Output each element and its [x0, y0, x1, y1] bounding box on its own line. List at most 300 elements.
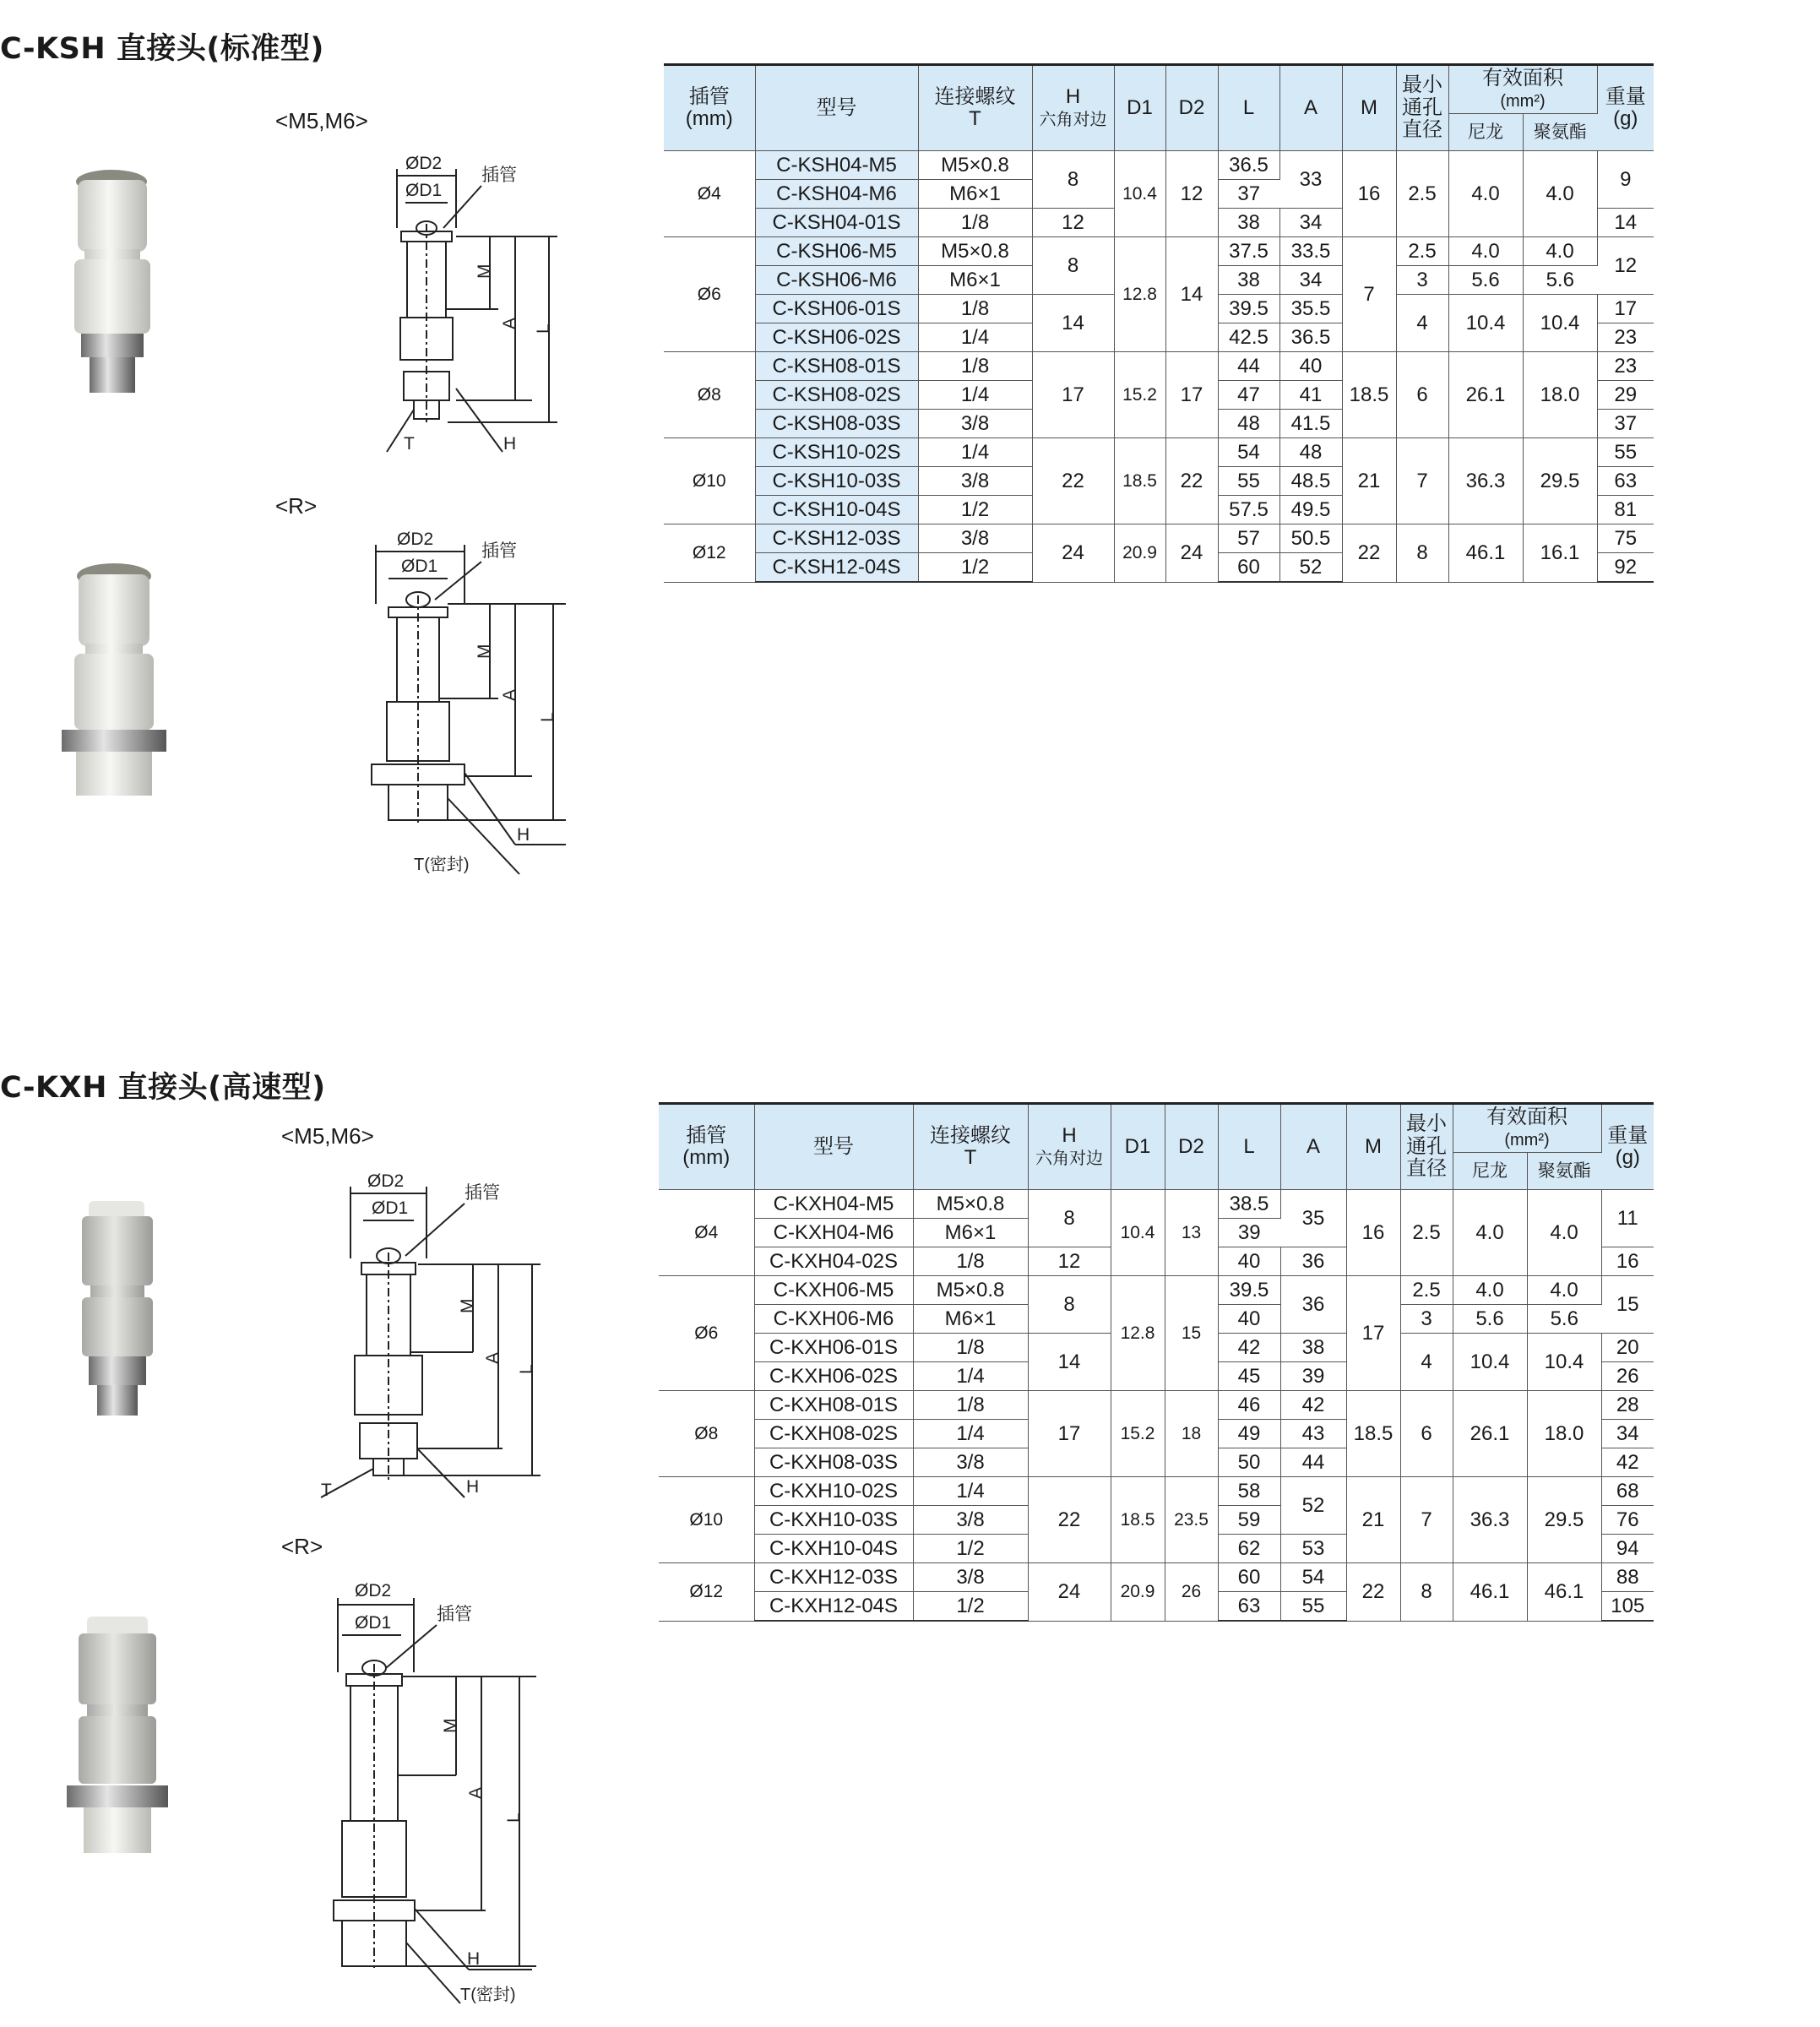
table-cell: 58: [1218, 1477, 1280, 1506]
table-cell: 2.5: [1396, 151, 1448, 237]
table-cell: 12: [1165, 151, 1218, 237]
table-cell: 55: [1597, 438, 1654, 467]
product-photo-ksh-r: [57, 557, 171, 802]
table-cell: 10.4: [1453, 1334, 1527, 1391]
table-cell: 24: [1032, 524, 1114, 583]
table-cell: 2.5: [1400, 1190, 1453, 1276]
label-d2: ØD2: [397, 530, 434, 549]
table-cell: 16.1: [1523, 524, 1597, 583]
table-cell: 29.5: [1523, 438, 1597, 524]
table-cell: 18.5: [1342, 352, 1396, 438]
table-cell: 2.5: [1396, 237, 1448, 266]
table-cell: 52: [1279, 553, 1342, 583]
table-cell: 12.8: [1114, 237, 1165, 352]
table-cell: 3/8: [918, 467, 1032, 496]
table-cell: 17: [1028, 1391, 1111, 1477]
table-cell: 8: [1400, 1563, 1453, 1622]
label-m: M: [441, 1718, 460, 1733]
table-cell: 20: [1601, 1334, 1654, 1362]
label-l: L: [534, 323, 553, 334]
table-cell: 11: [1601, 1190, 1654, 1247]
table-cell: 15.2: [1114, 352, 1165, 438]
table-cell: 22: [1346, 1563, 1400, 1622]
table-row: C-KXH12-04S: [754, 1592, 913, 1622]
table-cell: 35.5: [1279, 295, 1342, 323]
table-cell: 57.5: [1218, 496, 1279, 524]
label-t: T: [404, 434, 415, 454]
table-cell: 3: [1396, 266, 1448, 295]
label-a: A: [483, 1351, 503, 1364]
table-cell: 17: [1346, 1276, 1400, 1391]
col-model: 型号: [755, 65, 918, 151]
table-cell: 18.0: [1523, 352, 1597, 438]
table-cell: 36.3: [1453, 1477, 1527, 1563]
table-cell: 42: [1280, 1391, 1346, 1420]
table-cell: 48.5: [1279, 467, 1342, 496]
table-cell: 22: [1028, 1477, 1111, 1563]
table-row: C-KSH10-03S: [755, 467, 918, 496]
table-cell: M6×1: [918, 180, 1032, 209]
table-cell: 38.5: [1218, 1190, 1280, 1219]
table-cell: 8: [1028, 1276, 1111, 1334]
table-row: C-KSH10-02S: [755, 438, 918, 467]
label-l: L: [504, 1812, 524, 1823]
table-cell: 48: [1218, 410, 1279, 438]
table-cell: M5×0.8: [918, 237, 1032, 266]
col-thread: 连接螺纹 T: [913, 1104, 1028, 1190]
table-cell: 37: [1218, 180, 1279, 209]
table-cell: 12.8: [1111, 1276, 1165, 1391]
table-cell: 13: [1165, 1190, 1218, 1276]
table-row: C-KXH06-02S: [754, 1362, 913, 1391]
table-row: C-KXH10-04S: [754, 1535, 913, 1563]
col-d2: D2: [1165, 65, 1218, 151]
table-cell: 39.5: [1218, 1276, 1280, 1305]
table-cell: 12: [1032, 209, 1114, 237]
table-cell: 29: [1597, 381, 1654, 410]
table-cell: 47: [1218, 381, 1279, 410]
col-model: 型号: [754, 1104, 913, 1190]
table-cell: 38: [1218, 209, 1279, 237]
table-cell: 4: [1396, 295, 1448, 352]
table-cell: 1/2: [913, 1535, 1028, 1563]
label-m: M: [458, 1298, 477, 1313]
table-cell: 41: [1279, 381, 1342, 410]
table-cell: 1/4: [913, 1362, 1028, 1391]
table-cell: 12: [1028, 1247, 1111, 1276]
table-cell: M6×1: [913, 1305, 1028, 1334]
col-a: A: [1280, 1104, 1346, 1190]
table-cell: 21: [1346, 1477, 1400, 1563]
table-cell: 4.0: [1453, 1276, 1527, 1305]
table-row: C-KSH12-04S: [755, 553, 918, 583]
table-row: C-KSH08-03S: [755, 410, 918, 438]
table-cell: 14: [1028, 1334, 1111, 1391]
table-cell: 46: [1218, 1391, 1280, 1420]
table-cell: 42: [1601, 1448, 1654, 1477]
table-row: C-KXH06-M6: [754, 1305, 913, 1334]
label-l: L: [517, 1364, 536, 1374]
table-cell: 40: [1218, 1247, 1280, 1276]
table-cell: 63: [1218, 1592, 1280, 1622]
table-row: C-KSH04-M6: [755, 180, 918, 209]
table-cell: 48: [1279, 438, 1342, 467]
product-photo-kxh-m5: [72, 1199, 165, 1419]
table-cell: 36: [1280, 1276, 1346, 1334]
label-l: L: [538, 712, 557, 722]
table-cell: 33.5: [1279, 237, 1342, 266]
table-cell: 23: [1597, 323, 1654, 352]
table-cell: 4.0: [1448, 237, 1523, 266]
table-cell: 76: [1601, 1506, 1654, 1535]
table-cell: 94: [1601, 1535, 1654, 1563]
table-row: C-KXH06-M5: [754, 1276, 913, 1305]
label-d1: ØD1: [355, 1613, 392, 1633]
table-cell: 1/8: [918, 352, 1032, 381]
table-cell: 46.1: [1453, 1563, 1527, 1622]
table-cell: 46.1: [1527, 1563, 1601, 1622]
table-cell: 14: [1165, 237, 1218, 352]
table-cell: 34: [1279, 266, 1342, 295]
table-cell: 9: [1597, 151, 1654, 209]
table-cell: 4.0: [1523, 151, 1597, 237]
table-cell: 15: [1601, 1276, 1654, 1334]
table-cell: 49.5: [1279, 496, 1342, 524]
table-cell: Ø4: [659, 1190, 754, 1276]
table-cell: 3/8: [913, 1448, 1028, 1477]
table-cell: 39.5: [1218, 295, 1279, 323]
table-cell: 3/8: [918, 410, 1032, 438]
table-row: C-KSH04-01S: [755, 209, 918, 237]
table-cell: 37.5: [1218, 237, 1279, 266]
label-a: A: [466, 1786, 486, 1799]
col-nylon: 尼龙: [1453, 1153, 1527, 1190]
table-cell: 16: [1601, 1247, 1654, 1276]
table-cell: Ø12: [664, 524, 755, 583]
table-row: C-KXH10-02S: [754, 1477, 913, 1506]
table-cell: 1/4: [918, 323, 1032, 352]
label-m: M: [475, 264, 494, 279]
table-cell: 4.0: [1527, 1276, 1601, 1305]
table-row: C-KXH06-01S: [754, 1334, 913, 1362]
col-l: L: [1218, 1104, 1280, 1190]
label-h: H: [466, 1477, 480, 1497]
variant-label-r: <R>: [281, 1534, 323, 1559]
table-cell: 17: [1165, 352, 1218, 438]
table-row: C-KXH04-02S: [754, 1247, 913, 1276]
table-cell: 63: [1597, 467, 1654, 496]
table-cell: 2.5: [1400, 1276, 1453, 1305]
table-row: C-KXH08-01S: [754, 1391, 913, 1420]
table-cell: 6: [1396, 352, 1448, 438]
table-cell: 3/8: [913, 1563, 1028, 1592]
table-cell: 16: [1346, 1190, 1400, 1276]
table-row: C-KSH08-02S: [755, 381, 918, 410]
table-cell: 39: [1218, 1219, 1280, 1247]
table-cell: 55: [1218, 467, 1279, 496]
label-tube: 插管: [437, 1605, 472, 1624]
table-cell: 42.5: [1218, 323, 1279, 352]
table-row: C-KSH06-02S: [755, 323, 918, 352]
table-cell: 38: [1218, 266, 1279, 295]
table-row: C-KXH10-03S: [754, 1506, 913, 1535]
table-cell: 20.9: [1114, 524, 1165, 583]
variant-label-r: <R>: [275, 493, 318, 519]
table-cell: 68: [1601, 1477, 1654, 1506]
table-cell: 55: [1280, 1592, 1346, 1622]
table-cell: 1/4: [913, 1420, 1028, 1448]
table-cell: 24: [1165, 524, 1218, 583]
col-tube: 插管 (mm): [659, 1104, 754, 1190]
table-cell: 40: [1218, 1305, 1280, 1334]
table-cell: 50: [1218, 1448, 1280, 1477]
drawing-ksh-m5m6: [363, 144, 583, 456]
table-cell: M6×1: [913, 1219, 1028, 1247]
table-cell: 10.4: [1114, 151, 1165, 237]
col-nylon: 尼龙: [1448, 114, 1523, 151]
table-cell: 54: [1218, 438, 1279, 467]
table-row: C-KXH12-03S: [754, 1563, 913, 1592]
table-cell: 53: [1280, 1535, 1346, 1563]
table-cell: 3/8: [913, 1506, 1028, 1535]
table-cell: 88: [1601, 1563, 1654, 1592]
table-cell: 20.9: [1111, 1563, 1165, 1622]
variant-label-m5m6: <M5,M6>: [275, 108, 368, 133]
table-cell: 5.6: [1453, 1305, 1527, 1334]
table-cell: 1/4: [918, 381, 1032, 410]
table-cell: 59: [1218, 1506, 1280, 1535]
table-cell: 50.5: [1279, 524, 1342, 553]
table-cell: 7: [1396, 438, 1448, 524]
col-area: 有效面积 (mm²): [1448, 65, 1597, 114]
table-cell: 62: [1218, 1535, 1280, 1563]
table-cell: 44: [1280, 1448, 1346, 1477]
col-bore: 最小通孔直径: [1396, 65, 1448, 151]
table-cell: 18.0: [1527, 1391, 1601, 1477]
table-cell: M5×0.8: [913, 1190, 1028, 1219]
table-cell: 8: [1028, 1190, 1111, 1247]
table-cell: Ø8: [664, 352, 755, 438]
table-cell: 4: [1400, 1334, 1453, 1391]
section-title-ksh: C-KSH 直接头(标准型): [0, 32, 324, 66]
table-cell: 4.0: [1453, 1190, 1527, 1276]
table-cell: 28: [1601, 1391, 1654, 1420]
table-cell: 22: [1165, 438, 1218, 524]
table-cell: 105: [1601, 1592, 1654, 1622]
label-tube: 插管: [465, 1183, 500, 1203]
table-cell: 92: [1597, 553, 1654, 583]
col-h: H 六角对边: [1028, 1104, 1111, 1190]
col-area: 有效面积 (mm²): [1453, 1104, 1601, 1153]
table-cell: 1/2: [913, 1592, 1028, 1622]
table-cell: 6: [1400, 1391, 1453, 1477]
table-cell: 60: [1218, 1563, 1280, 1592]
table-cell: Ø10: [664, 438, 755, 524]
table-cell: 29.5: [1527, 1477, 1601, 1563]
table-cell: 18.5: [1346, 1391, 1400, 1477]
label-d2: ØD2: [405, 154, 443, 173]
table-cell: 24: [1028, 1563, 1111, 1622]
table-cell: 7: [1342, 237, 1396, 352]
table-cell: 38: [1280, 1334, 1346, 1362]
table-cell: 4.0: [1527, 1190, 1601, 1276]
table-cell: 21: [1342, 438, 1396, 524]
table-cell: 40: [1279, 352, 1342, 381]
table-cell: 10.4: [1523, 295, 1597, 352]
label-t-seal: T(密封): [460, 1986, 516, 2004]
table-cell: 46.1: [1448, 524, 1523, 583]
table-cell: 81: [1597, 496, 1654, 524]
label-d1: ØD1: [401, 557, 438, 576]
table-cell: 18.5: [1111, 1477, 1165, 1563]
label-tube: 插管: [481, 166, 517, 185]
col-thread: 连接螺纹 T: [918, 65, 1032, 151]
table-cell: 36.3: [1448, 438, 1523, 524]
table-cell: 1/8: [913, 1334, 1028, 1362]
label-d1: ØD1: [372, 1198, 409, 1218]
label-t-seal: T(密封): [414, 856, 470, 874]
table-cell: 36.5: [1218, 151, 1279, 180]
table-cell: 1/2: [918, 496, 1032, 524]
table-row: C-KSH10-04S: [755, 496, 918, 524]
col-d1: D1: [1114, 65, 1165, 151]
table-cell: 52: [1280, 1477, 1346, 1535]
col-tube: 插管 (mm): [664, 65, 755, 151]
table-cell: 14: [1597, 209, 1654, 237]
label-d1: ØD1: [405, 181, 443, 200]
table-row: C-KSH06-M5: [755, 237, 918, 266]
table-row: C-KXH08-03S: [754, 1448, 913, 1477]
table-cell: 33: [1279, 151, 1342, 209]
table-cell: 26: [1601, 1362, 1654, 1391]
table-cell: M6×1: [918, 266, 1032, 295]
drawing-kxh-m5m6: [312, 1161, 557, 1499]
table-cell: 49: [1218, 1420, 1280, 1448]
product-photo-ksh-m5: [59, 165, 165, 401]
section-title-kxh: C-KXH 直接头(高速型): [0, 1071, 326, 1105]
col-bore: 最小通孔直径: [1400, 1104, 1453, 1190]
table-cell: 10.4: [1527, 1334, 1601, 1391]
variant-label-m5m6: <M5,M6>: [281, 1123, 374, 1149]
table-cell: 18.5: [1114, 438, 1165, 524]
table-cell: 26.1: [1448, 352, 1523, 438]
table-cell: 39: [1280, 1362, 1346, 1391]
table-row: C-KXH04-M5: [754, 1190, 913, 1219]
table-cell: 60: [1218, 553, 1279, 583]
table-row: C-KSH08-01S: [755, 352, 918, 381]
table-cell: 43: [1280, 1420, 1346, 1448]
col-a: A: [1279, 65, 1342, 151]
drawing-ksh-r: [363, 519, 583, 878]
table-cell: Ø10: [659, 1477, 754, 1563]
table-cell: M5×0.8: [918, 151, 1032, 180]
label-d2: ØD2: [367, 1171, 405, 1191]
table-cell: 1/2: [918, 553, 1032, 583]
table-cell: 8: [1032, 237, 1114, 295]
col-m: M: [1342, 65, 1396, 151]
col-weight: 重量 (g): [1601, 1104, 1654, 1190]
table-cell: 10.4: [1111, 1190, 1165, 1276]
table-cell: Ø6: [664, 237, 755, 352]
label-tube: 插管: [481, 541, 517, 561]
table-cell: 15: [1165, 1276, 1218, 1391]
table-cell: Ø4: [664, 151, 755, 237]
table-cell: 26: [1165, 1563, 1218, 1622]
table-cell: 1/4: [913, 1477, 1028, 1506]
table-cell: 5.6: [1448, 266, 1523, 295]
table-cell: 17: [1597, 295, 1654, 323]
table-cell: 1/8: [918, 295, 1032, 323]
label-h: H: [467, 1949, 481, 1969]
label-a: A: [500, 688, 519, 701]
table-row: C-KXH08-02S: [754, 1420, 913, 1448]
table-cell: 4.0: [1523, 237, 1597, 266]
col-d2: D2: [1165, 1104, 1218, 1190]
table-cell: 8: [1396, 524, 1448, 583]
col-l: L: [1218, 65, 1279, 151]
label-t: T: [321, 1481, 332, 1499]
label-m: M: [475, 644, 494, 659]
table-cell: 34: [1279, 209, 1342, 237]
table-cell: 23.5: [1165, 1477, 1218, 1563]
table-cell: 10.4: [1448, 295, 1523, 352]
table-row: C-KSH04-M5: [755, 151, 918, 180]
table-cell: 37: [1597, 410, 1654, 438]
table-cell: 1/8: [918, 209, 1032, 237]
label-h: H: [503, 434, 517, 454]
table-cell: 5.6: [1527, 1305, 1601, 1334]
table-cell: 22: [1032, 438, 1114, 524]
table-cell: 26.1: [1453, 1391, 1527, 1477]
product-photo-kxh-r: [63, 1613, 173, 1858]
table-cell: 3/8: [918, 524, 1032, 553]
table-cell: 1/8: [913, 1391, 1028, 1420]
table-cell: 12: [1597, 237, 1654, 295]
table-cell: Ø8: [659, 1391, 754, 1477]
spec-table-ksh: [664, 63, 1654, 583]
spec-table-kxh: [659, 1102, 1654, 1622]
table-cell: 44: [1218, 352, 1279, 381]
table-cell: 17: [1032, 352, 1114, 438]
col-weight: 重量 (g): [1597, 65, 1654, 151]
table-row: C-KXH04-M6: [754, 1219, 913, 1247]
table-cell: 7: [1400, 1477, 1453, 1563]
col-m: M: [1346, 1104, 1400, 1190]
table-cell: 4.0: [1448, 151, 1523, 237]
table-cell: 16: [1342, 151, 1396, 237]
table-cell: 75: [1597, 524, 1654, 553]
table-cell: 18: [1165, 1391, 1218, 1477]
table-cell: 15.2: [1111, 1391, 1165, 1477]
table-cell: 45: [1218, 1362, 1280, 1391]
table-cell: Ø6: [659, 1276, 754, 1391]
label-h: H: [517, 825, 530, 845]
table-cell: 54: [1280, 1563, 1346, 1592]
col-h: H 六角对边: [1032, 65, 1114, 151]
table-cell: 41.5: [1279, 410, 1342, 438]
table-cell: 1/4: [918, 438, 1032, 467]
table-row: C-KSH12-03S: [755, 524, 918, 553]
table-cell: 42: [1218, 1334, 1280, 1362]
table-cell: 35: [1280, 1190, 1346, 1247]
col-d1: D1: [1111, 1104, 1165, 1190]
table-cell: 36: [1280, 1247, 1346, 1276]
table-cell: M5×0.8: [913, 1276, 1028, 1305]
col-pu: 聚氨酯: [1523, 114, 1597, 151]
table-cell: 57: [1218, 524, 1279, 553]
table-cell: Ø12: [659, 1563, 754, 1622]
table-cell: 1/8: [913, 1247, 1028, 1276]
